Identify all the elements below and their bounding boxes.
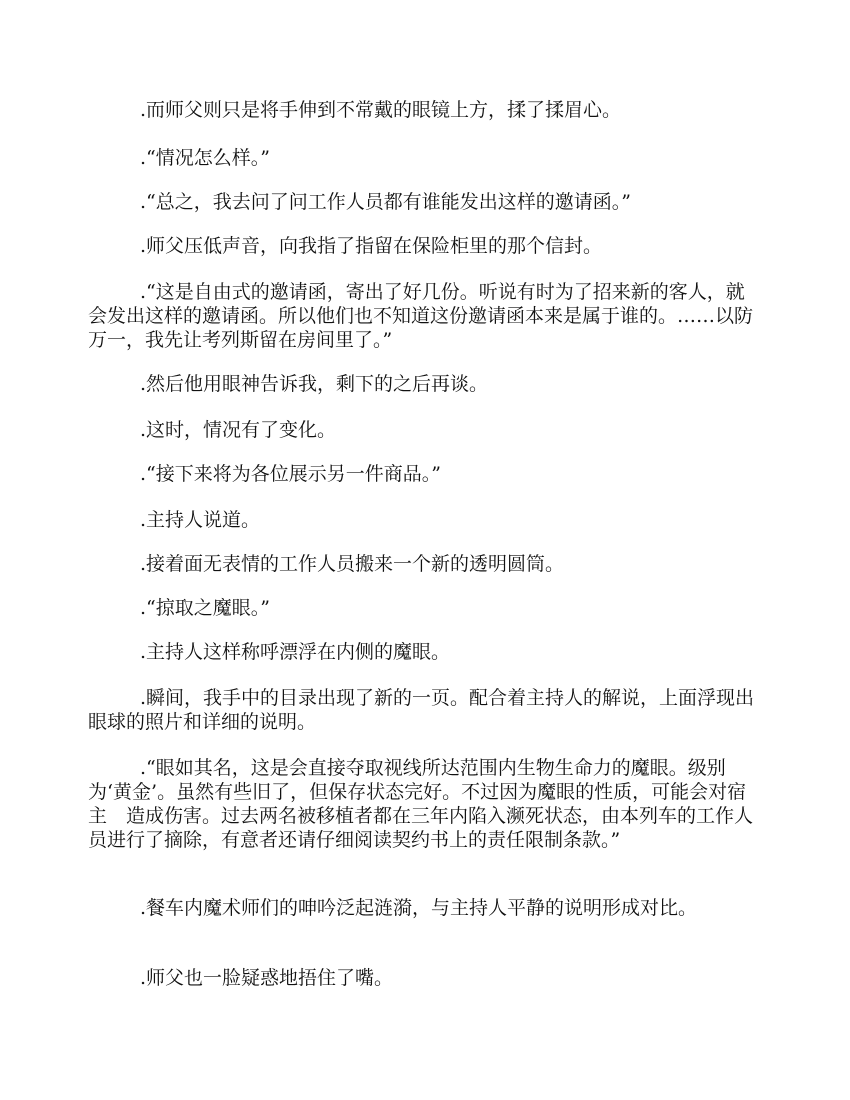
paragraph-4: .师父压低声音，向我指了指留在保险柜里的那个信封。	[140, 235, 603, 257]
paragraph-10: .接着面无表情的工作人员搬来一个新的透明圆筒。	[140, 553, 565, 575]
paragraph-7: .这时，情况有了变化。	[140, 419, 337, 441]
paragraph-5: .“这是自由式的邀请函，寄出了好几份。听说有时为了招来新的客人，就会发出这样的邀请函。所以他们也不知道这份邀请函本来是属于谁的。……以防万一，我先让考列斯留在房间里了。”	[88, 281, 754, 351]
paragraph-14: .“眼如其名，这是会直接夺取视线所达范围内生物生命力的魔眼。级别为‘黄金’。虽然有些旧了，但保存状态完好。不过因为魔眼的性质，可能会对宿主 造成伤害。过去两名被移植者都在三年内陷入濒死状态，由本列车的工作人员进行了摘除，有意者还请仔细阅读契约书上的责任限制条款。”	[88, 757, 754, 851]
paragraph-12: .主持人这样称呼漂浮在内侧的魔眼。	[140, 641, 451, 663]
paragraph-16: .师父也一脸疑惑地捂住了嘴。	[140, 967, 394, 989]
paragraph-9: .主持人说道。	[140, 509, 261, 531]
paragraph-8: .“接下来将为各位展示另一件商品。”	[140, 463, 441, 485]
paragraph-6: .然后他用眼神告诉我，剩下的之后再谈。	[140, 373, 489, 395]
paragraph-3: .“总之，我去问了问工作人员都有谁能发出这样的邀请函。”	[140, 191, 631, 213]
paragraph-11: .“掠取之魔眼。”	[140, 597, 270, 619]
paragraph-1: .而师父则只是将手伸到不常戴的眼镜上方，揉了揉眉心。	[140, 99, 622, 121]
paragraph-15: .餐车内魔术师们的呻吟泛起涟漪，与主持人平静的说明形成对比。	[140, 897, 698, 919]
paragraph-13: .瞬间，我手中的目录出现了新的一页。配合着主持人的解说，上面浮现出眼球的照片和详细的说明。	[88, 687, 755, 733]
paragraph-2: .“情况怎么样。”	[140, 147, 270, 169]
